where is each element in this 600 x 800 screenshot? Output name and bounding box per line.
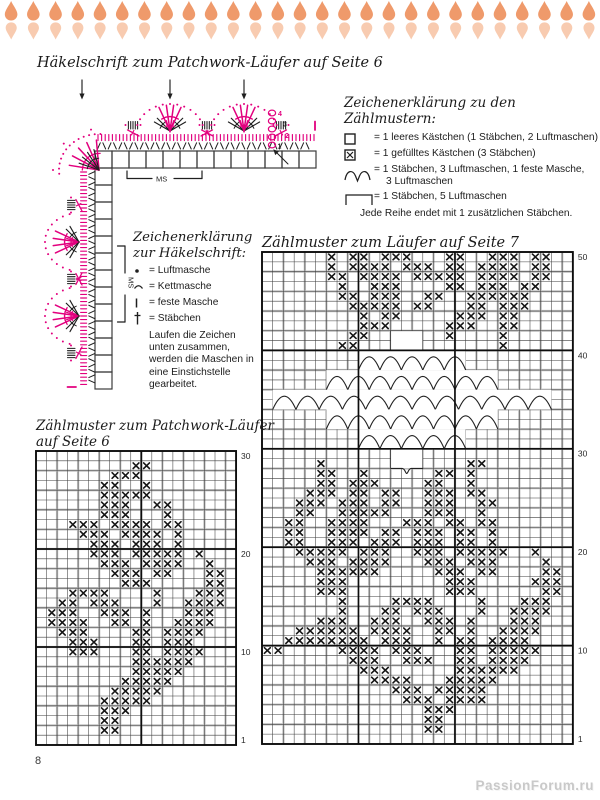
row-number-label: 30 (241, 450, 251, 461)
legend-item-label-line2: 3 Luftmaschen (386, 176, 453, 188)
drop-icon (495, 22, 506, 39)
drop-icon (316, 1, 329, 21)
drop-icon (405, 1, 418, 21)
drop-icon (250, 22, 261, 39)
drop-icon (295, 22, 306, 39)
legend-haekelschrift-items (133, 263, 259, 326)
round-number: 4 (278, 111, 282, 118)
filled-box-icon (344, 149, 357, 162)
chain-dot-icon (133, 266, 149, 276)
drop-icon (560, 1, 573, 21)
legend-item-label: = Kettmasche (149, 281, 212, 292)
page-number: 8 (35, 755, 42, 767)
legend-zaehlmuster (344, 95, 598, 220)
drop-icon (583, 1, 596, 21)
legend-haekelschrift (133, 230, 259, 391)
drop-icon (117, 22, 128, 39)
drop-icon (360, 1, 373, 21)
drop-icon (72, 22, 83, 39)
drop-icon (472, 22, 483, 39)
round-number: 1 (277, 143, 282, 151)
drop-icon (406, 22, 417, 39)
chain-dot-icon (133, 266, 143, 276)
drop-icon (338, 1, 351, 21)
drop-icon (317, 22, 328, 39)
drop-icon (561, 22, 572, 39)
legend-item-label: = 1 Stäbchen, 3 Luftmaschen, 1 feste Masche, 3 Luftmaschen (374, 164, 585, 188)
drop-icon (361, 22, 372, 39)
drop-icon (6, 22, 17, 39)
ornament-border (0, 0, 600, 42)
drop-icon (49, 1, 62, 21)
round-number: 3 (283, 121, 287, 129)
drop-icon (160, 1, 173, 21)
dc-cross-icon (133, 311, 149, 326)
drop-icon (449, 1, 462, 21)
legend-item (133, 311, 259, 326)
slip-curve-icon (133, 282, 145, 291)
legend-zaehlmuster-footnote: Jede Reihe endet mit 1 zusätzlichen Stäbchen. (360, 207, 573, 219)
drop-icon (116, 1, 129, 21)
legend-item (344, 132, 598, 146)
chart-left-title-line2: auf Seite 6 (36, 433, 110, 450)
drop-icon (339, 22, 350, 39)
watermark: PassionForum.ru (475, 778, 594, 793)
legend-item (344, 164, 598, 189)
legend-item (344, 191, 598, 206)
drop-icon (227, 1, 240, 21)
drop-icon (538, 1, 551, 21)
drop-icon (494, 1, 507, 21)
round-number: 2 (285, 133, 289, 140)
legend-item-label: = Luftmasche (149, 265, 211, 276)
chart-left-title-line1: Zählmuster zum Patchwork-Läufer (36, 418, 274, 434)
scallop-v-icon (344, 164, 374, 183)
slip-curve-icon (133, 282, 149, 291)
drop-icon (383, 22, 394, 39)
legend-zaehlmuster-title: Zeichenerklärung zu den Zählmustern: (344, 95, 516, 127)
drop-icon (471, 1, 484, 21)
dc-cross-icon (133, 311, 143, 326)
row-number-label: 10 (241, 646, 251, 657)
bracket-5-icon (344, 191, 374, 206)
row-number-label: 40 (577, 350, 588, 361)
drop-icon (427, 1, 440, 21)
row-number-label: 50 (577, 251, 588, 262)
ms-label: MS (156, 174, 168, 184)
drop-icon (5, 1, 18, 21)
chart-right-grid (260, 250, 595, 748)
haekelschrift-title: Häkelschrift zum Patchwork-Läufer auf Seite 6 (37, 55, 383, 71)
drop-icon (205, 1, 218, 21)
filled-box-icon (344, 148, 374, 162)
drop-icon (139, 22, 150, 39)
drop-icon (516, 1, 529, 21)
sc-bar-icon (133, 297, 141, 309)
drop-icon (383, 1, 396, 21)
chart-left-grid (34, 449, 258, 749)
scallop-v-icon (344, 165, 371, 183)
drop-icon (94, 1, 107, 21)
drop-icon (50, 22, 61, 39)
legend-item-label: = feste Masche (149, 297, 219, 308)
legend-item-label: = 1 leeres Kästchen (1 Stäbchen, 2 Luftmaschen) (374, 132, 598, 143)
legend-haekelschrift-title-line2: zur Häkelschrift: (133, 246, 247, 261)
empty-box-icon (344, 132, 374, 146)
drop-icon (183, 1, 196, 21)
drop-icon (271, 1, 284, 21)
drop-icon (138, 1, 151, 21)
drop-icon (428, 22, 439, 39)
drop-icon (95, 22, 106, 39)
drop-icon (161, 22, 172, 39)
chart-right-title: Zählmuster zum Läufer auf Seite 7 (262, 235, 519, 251)
sc-bar-icon (133, 297, 149, 309)
drop-icon (272, 22, 283, 39)
drop-icon (517, 22, 528, 39)
legend-item (344, 148, 598, 162)
drop-icon (183, 22, 194, 39)
legend-haekelschrift-note: Laufen die Zeichen unten zusammen, werden die Maschen in eine Einstichstelle gearbeitet. (149, 330, 254, 390)
drop-icon (28, 22, 39, 39)
chart-left-title (36, 419, 274, 450)
row-number-label: 30 (577, 448, 588, 459)
drop-icon (249, 1, 262, 21)
legend-item-label: = 1 gefülltes Kästchen (3 Stäbchen) (374, 148, 536, 159)
drop-icon (228, 22, 239, 39)
drop-icon (450, 22, 461, 39)
bracket-5-icon (344, 192, 374, 206)
row-number-label: 10 (577, 645, 588, 656)
legend-item-label: = Stäbchen (149, 313, 201, 324)
drop-icon (539, 22, 550, 39)
legend-item-label: = 1 Stäbchen, 5 Luftmaschen (374, 190, 507, 202)
drop-icon (294, 1, 307, 21)
row-number-label: 20 (241, 548, 251, 559)
row-number-label: 20 (577, 547, 588, 558)
legend-item (133, 263, 259, 278)
legend-item (133, 295, 259, 310)
legend-haekelschrift-title-line1: Zeichenerklärung (133, 230, 253, 245)
drop-icon (206, 22, 217, 39)
empty-box-icon (344, 133, 357, 146)
drop-icon (583, 22, 594, 39)
row-number-label: 1 (577, 734, 583, 745)
drop-icon (71, 1, 84, 21)
drop-icon (27, 1, 40, 21)
legend-item (133, 279, 259, 294)
legend-zaehlmuster-items (344, 132, 598, 206)
row-number-label: 1 (241, 735, 246, 746)
ms-label: MS (126, 277, 136, 289)
